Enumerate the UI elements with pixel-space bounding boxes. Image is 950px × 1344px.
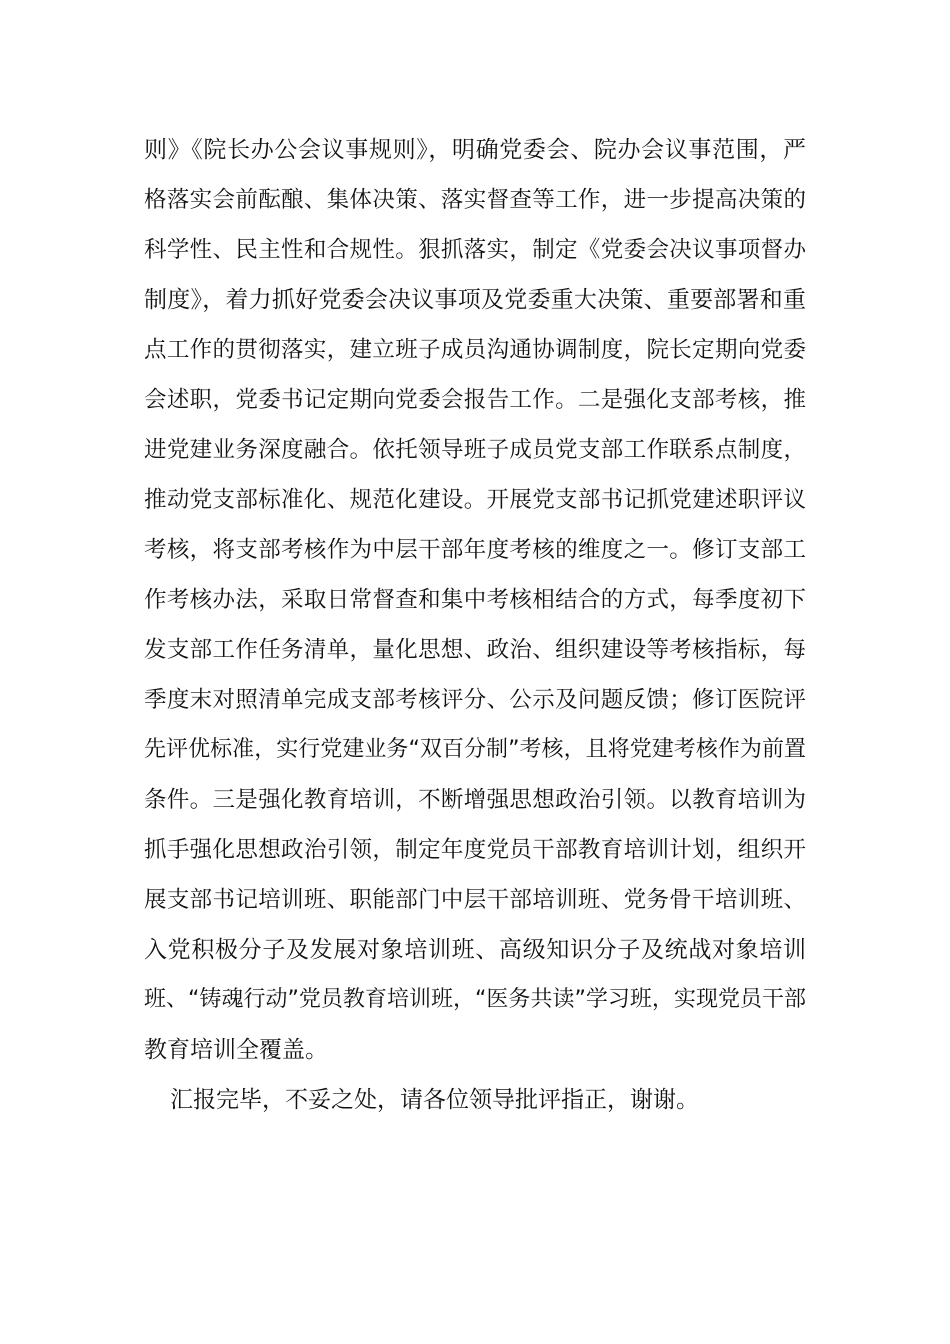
body-text-line: 进党建业务深度融合。依托领导班子成员党支部工作联系点制度， (144, 437, 806, 463)
body-text-line: 展支部书记培训班、职能部门中层干部培训班、党务骨干培训班、 (144, 887, 806, 913)
body-text-line: 季度末对照清单完成支部考核评分、公示及问题反馈；修订医院评 (144, 687, 806, 713)
body-text-line: 条件。三是强化教育培训，不断增强思想政治引领。以教育培训为 (144, 787, 806, 813)
body-text-line: 则》《院长办公会议事规则》，明确党委会、院办会议事范围，严 (144, 137, 806, 163)
body-text-line: 作考核办法，采取日常督查和集中考核相结合的方式，每季度初下 (144, 587, 806, 613)
body-text-line: 推动党支部标准化、规范化建设。开展党支部书记抓党建述职评议 (144, 487, 806, 513)
body-text-line: 抓手强化思想政治引领，制定年度党员干部教育培训计划，组织开 (144, 837, 806, 863)
body-text-line: 制度》，着力抓好党委会决议事项及党委重大决策、重要部署和重 (144, 287, 806, 313)
body-text-line: 点工作的贯彻落实，建立班子成员沟通协调制度，院长定期向党委 (144, 337, 806, 363)
body-text-line: 会述职，党委书记定期向党委会报告工作。二是强化支部考核，推 (144, 387, 806, 413)
body-text-line: 发支部工作任务清单，量化思想、政治、组织建设等考核指标，每 (144, 637, 806, 663)
body-text-line: 班、“铸魂行动”党员教育培训班，“医务共读”学习班，实现党员干部 (144, 987, 806, 1012)
closing-paragraph: 汇报完毕，不妥之处，请各位领导批评指正，谢谢。 (170, 1087, 699, 1113)
body-text-line: 先评优标准，实行党建业务“双百分制”考核，且将党建考核作为前置 (144, 737, 806, 762)
body-text-line: 格落实会前酝酿、集体决策、落实督查等工作，进一步提高决策的 (144, 187, 806, 213)
body-text-line: 科学性、民主性和合规性。狠抓落实，制定《党委会决议事项督办 (144, 237, 806, 263)
body-text-line: 考核，将支部考核作为中层干部年度考核的维度之一。修订支部工 (144, 537, 806, 563)
body-text-line: 入党积极分子及发展对象培训班、高级知识分子及统战对象培训 (144, 937, 806, 963)
body-text-line: 教育培训全覆盖。 (144, 1037, 328, 1063)
